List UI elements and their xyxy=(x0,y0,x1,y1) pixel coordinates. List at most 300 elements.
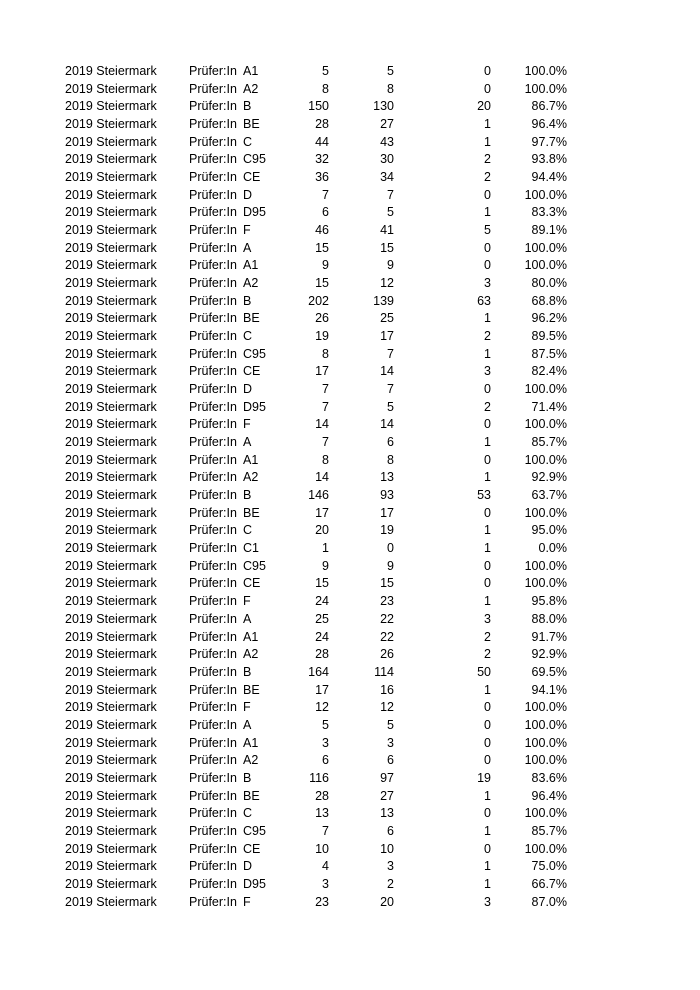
failed-count-cell: 3 xyxy=(484,611,491,626)
examiner-cell: Prüfer:In xyxy=(189,329,237,344)
examiner-cell: Prüfer:In xyxy=(189,717,237,732)
pass-rate-cell: 85.7% xyxy=(531,435,567,450)
pass-rate-cell: 100.0% xyxy=(524,187,567,202)
license-class-cell: C95 xyxy=(243,558,266,573)
year-region-cell: 2019 Steiermark xyxy=(65,329,157,344)
table-row xyxy=(0,81,700,99)
passed-count-cell: 9 xyxy=(387,558,394,573)
license-class-cell: C xyxy=(243,806,253,821)
pass-rate-cell: 83.6% xyxy=(531,770,567,785)
examiner-cell: Prüfer:In xyxy=(189,558,237,573)
examiner-cell: Prüfer:In xyxy=(189,240,237,255)
license-class-cell: CE xyxy=(243,170,261,185)
failed-count-cell: 5 xyxy=(484,223,491,238)
total-count-cell: 8 xyxy=(322,346,329,361)
license-class-cell: D xyxy=(243,382,253,397)
year-region-cell: 2019 Steiermark xyxy=(65,187,157,202)
license-class-cell: A xyxy=(243,717,252,732)
table-row xyxy=(0,169,700,187)
failed-count-cell: 1 xyxy=(484,134,491,149)
failed-count-cell: 53 xyxy=(477,488,491,503)
license-class-cell: A1 xyxy=(243,735,259,750)
year-region-cell: 2019 Steiermark xyxy=(65,134,157,149)
year-region-cell: 2019 Steiermark xyxy=(65,700,157,715)
total-count-cell: 8 xyxy=(322,81,329,96)
examiner-cell: Prüfer:In xyxy=(189,134,237,149)
examiner-cell: Prüfer:In xyxy=(189,576,237,591)
passed-count-cell: 3 xyxy=(387,735,394,750)
pass-rate-cell: 100.0% xyxy=(524,558,567,573)
table-row xyxy=(0,558,700,576)
failed-count-cell: 2 xyxy=(484,647,491,662)
license-class-cell: A1 xyxy=(243,629,259,644)
year-region-cell: 2019 Steiermark xyxy=(65,505,157,520)
examiner-cell: Prüfer:In xyxy=(189,276,237,291)
license-class-cell: F xyxy=(243,894,251,909)
failed-count-cell: 2 xyxy=(484,329,491,344)
table-row xyxy=(0,310,700,328)
failed-count-cell: 1 xyxy=(484,346,491,361)
license-class-cell: C1 xyxy=(243,541,259,556)
table-row xyxy=(0,487,700,505)
pass-rate-cell: 100.0% xyxy=(524,240,567,255)
passed-count-cell: 16 xyxy=(380,682,394,697)
failed-count-cell: 3 xyxy=(484,276,491,291)
total-count-cell: 146 xyxy=(308,488,329,503)
failed-count-cell: 50 xyxy=(477,664,491,679)
passed-count-cell: 5 xyxy=(387,64,394,78)
passed-count-cell: 27 xyxy=(380,788,394,803)
failed-count-cell: 1 xyxy=(484,788,491,803)
pass-rate-cell: 95.0% xyxy=(531,523,567,538)
pass-rate-cell: 0.0% xyxy=(538,541,567,556)
examiner-cell: Prüfer:In xyxy=(189,859,237,874)
total-count-cell: 6 xyxy=(322,205,329,220)
license-class-cell: D xyxy=(243,187,253,202)
examiner-cell: Prüfer:In xyxy=(189,417,237,432)
license-class-cell: BE xyxy=(243,505,260,520)
total-count-cell: 116 xyxy=(309,770,329,785)
total-count-cell: 6 xyxy=(322,753,329,768)
passed-count-cell: 3 xyxy=(387,859,394,874)
license-class-cell: A xyxy=(243,240,252,255)
passed-count-cell: 93 xyxy=(380,488,394,503)
year-region-cell: 2019 Steiermark xyxy=(65,240,157,255)
pass-rate-cell: 68.8% xyxy=(531,293,567,308)
passed-count-cell: 6 xyxy=(387,753,394,768)
total-count-cell: 23 xyxy=(315,894,329,909)
table-row xyxy=(0,328,700,346)
examiner-cell: Prüfer:In xyxy=(189,399,237,414)
year-region-cell: 2019 Steiermark xyxy=(65,223,157,238)
year-region-cell: 2019 Steiermark xyxy=(65,753,157,768)
table-row xyxy=(0,894,700,912)
passed-count-cell: 139 xyxy=(373,293,394,308)
license-class-cell: B xyxy=(243,664,252,679)
total-count-cell: 26 xyxy=(315,311,329,326)
examiner-cell: Prüfer:In xyxy=(189,735,237,750)
passed-count-cell: 25 xyxy=(380,311,394,326)
year-region-cell: 2019 Steiermark xyxy=(65,258,157,273)
license-class-cell: C95 xyxy=(243,346,266,361)
table-row xyxy=(0,858,700,876)
passed-count-cell: 13 xyxy=(380,806,394,821)
license-class-cell: A xyxy=(243,611,252,626)
pass-rate-cell: 100.0% xyxy=(524,576,567,591)
year-region-cell: 2019 Steiermark xyxy=(65,823,157,838)
pass-rate-cell: 71.4% xyxy=(531,399,567,414)
examiner-cell: Prüfer:In xyxy=(189,152,237,167)
pass-rate-cell: 87.0% xyxy=(531,894,567,909)
passed-count-cell: 8 xyxy=(387,452,394,467)
table-row xyxy=(0,646,700,664)
license-class-cell: F xyxy=(243,700,251,715)
total-count-cell: 4 xyxy=(322,859,329,874)
total-count-cell: 28 xyxy=(315,117,329,132)
examiner-cell: Prüfer:In xyxy=(189,258,237,273)
examiner-cell: Prüfer:In xyxy=(189,505,237,520)
passed-count-cell: 0 xyxy=(387,541,394,556)
total-count-cell: 8 xyxy=(322,452,329,467)
table-row xyxy=(0,876,700,894)
failed-count-cell: 2 xyxy=(484,152,491,167)
failed-count-cell: 20 xyxy=(477,99,491,114)
passed-count-cell: 2 xyxy=(387,876,394,891)
table-row xyxy=(0,116,700,134)
examiner-cell: Prüfer:In xyxy=(189,664,237,679)
total-count-cell: 1 xyxy=(322,541,329,556)
year-region-cell: 2019 Steiermark xyxy=(65,488,157,503)
failed-count-cell: 1 xyxy=(484,205,491,220)
year-region-cell: 2019 Steiermark xyxy=(65,682,157,697)
total-count-cell: 9 xyxy=(322,558,329,573)
total-count-cell: 5 xyxy=(322,64,329,78)
table-row xyxy=(0,293,700,311)
table-row xyxy=(0,770,700,788)
table-row xyxy=(0,187,700,205)
total-count-cell: 17 xyxy=(315,364,329,379)
year-region-cell: 2019 Steiermark xyxy=(65,170,157,185)
passed-count-cell: 13 xyxy=(380,470,394,485)
passed-count-cell: 7 xyxy=(387,382,394,397)
table-row xyxy=(0,434,700,452)
pass-rate-cell: 92.9% xyxy=(531,470,567,485)
table-row xyxy=(0,699,700,717)
passed-count-cell: 22 xyxy=(380,611,394,626)
pass-rate-cell: 63.7% xyxy=(531,488,567,503)
pass-rate-cell: 91.7% xyxy=(531,629,567,644)
year-region-cell: 2019 Steiermark xyxy=(65,806,157,821)
pass-rate-cell: 92.9% xyxy=(531,647,567,662)
passed-count-cell: 97 xyxy=(380,770,394,785)
pass-rate-cell: 100.0% xyxy=(524,452,567,467)
license-class-cell: C95 xyxy=(243,152,266,167)
failed-count-cell: 0 xyxy=(484,505,491,520)
table-row xyxy=(0,682,700,700)
total-count-cell: 28 xyxy=(315,788,329,803)
table-row xyxy=(0,399,700,417)
examiner-cell: Prüfer:In xyxy=(189,205,237,220)
license-class-cell: BE xyxy=(243,788,260,803)
pass-rate-cell: 75.0% xyxy=(531,859,567,874)
failed-count-cell: 1 xyxy=(484,541,491,556)
year-region-cell: 2019 Steiermark xyxy=(65,611,157,626)
total-count-cell: 28 xyxy=(315,647,329,662)
license-class-cell: A2 xyxy=(243,81,259,96)
year-region-cell: 2019 Steiermark xyxy=(65,664,157,679)
license-class-cell: B xyxy=(243,293,252,308)
spreadsheet-table xyxy=(0,63,700,911)
year-region-cell: 2019 Steiermark xyxy=(65,894,157,909)
year-region-cell: 2019 Steiermark xyxy=(65,435,157,450)
year-region-cell: 2019 Steiermark xyxy=(65,417,157,432)
total-count-cell: 7 xyxy=(322,435,329,450)
passed-count-cell: 15 xyxy=(380,240,394,255)
table-row xyxy=(0,505,700,523)
table-row xyxy=(0,575,700,593)
license-class-cell: F xyxy=(243,223,251,238)
passed-count-cell: 34 xyxy=(380,170,394,185)
examiner-cell: Prüfer:In xyxy=(189,647,237,662)
table-row xyxy=(0,752,700,770)
examiner-cell: Prüfer:In xyxy=(189,770,237,785)
failed-count-cell: 0 xyxy=(484,806,491,821)
failed-count-cell: 1 xyxy=(484,682,491,697)
year-region-cell: 2019 Steiermark xyxy=(65,81,157,96)
failed-count-cell: 63 xyxy=(477,293,491,308)
passed-count-cell: 15 xyxy=(380,576,394,591)
total-count-cell: 7 xyxy=(322,399,329,414)
license-class-cell: F xyxy=(243,594,251,609)
failed-count-cell: 1 xyxy=(484,823,491,838)
total-count-cell: 12 xyxy=(315,700,329,715)
license-class-cell: A2 xyxy=(243,276,259,291)
passed-count-cell: 5 xyxy=(387,399,394,414)
passed-count-cell: 8 xyxy=(387,81,394,96)
examiner-cell: Prüfer:In xyxy=(189,753,237,768)
examiner-cell: Prüfer:In xyxy=(189,99,237,114)
total-count-cell: 17 xyxy=(315,505,329,520)
total-count-cell: 32 xyxy=(315,152,329,167)
failed-count-cell: 0 xyxy=(484,258,491,273)
passed-count-cell: 7 xyxy=(387,187,394,202)
year-region-cell: 2019 Steiermark xyxy=(65,594,157,609)
examiner-cell: Prüfer:In xyxy=(189,894,237,909)
passed-count-cell: 43 xyxy=(380,134,394,149)
year-region-cell: 2019 Steiermark xyxy=(65,293,157,308)
total-count-cell: 3 xyxy=(322,876,329,891)
total-count-cell: 36 xyxy=(315,170,329,185)
year-region-cell: 2019 Steiermark xyxy=(65,576,157,591)
total-count-cell: 7 xyxy=(322,187,329,202)
passed-count-cell: 17 xyxy=(380,329,394,344)
failed-count-cell: 1 xyxy=(484,859,491,874)
year-region-cell: 2019 Steiermark xyxy=(65,876,157,891)
passed-count-cell: 20 xyxy=(380,894,394,909)
passed-count-cell: 27 xyxy=(380,117,394,132)
total-count-cell: 24 xyxy=(315,629,329,644)
passed-count-cell: 12 xyxy=(380,700,394,715)
pass-rate-cell: 97.7% xyxy=(531,134,567,149)
examiner-cell: Prüfer:In xyxy=(189,81,237,96)
pass-rate-cell: 89.1% xyxy=(531,223,567,238)
pass-rate-cell: 100.0% xyxy=(524,64,567,78)
failed-count-cell: 1 xyxy=(484,594,491,609)
passed-count-cell: 14 xyxy=(380,417,394,432)
pass-rate-cell: 89.5% xyxy=(531,329,567,344)
passed-count-cell: 7 xyxy=(387,346,394,361)
total-count-cell: 5 xyxy=(322,717,329,732)
pass-rate-cell: 100.0% xyxy=(524,717,567,732)
failed-count-cell: 2 xyxy=(484,629,491,644)
pass-rate-cell: 86.7% xyxy=(531,99,567,114)
passed-count-cell: 26 xyxy=(380,647,394,662)
failed-count-cell: 19 xyxy=(477,770,491,785)
table-row xyxy=(0,735,700,753)
year-region-cell: 2019 Steiermark xyxy=(65,382,157,397)
examiner-cell: Prüfer:In xyxy=(189,594,237,609)
table-row xyxy=(0,134,700,152)
examiner-cell: Prüfer:In xyxy=(189,223,237,238)
total-count-cell: 7 xyxy=(322,382,329,397)
failed-count-cell: 0 xyxy=(484,841,491,856)
passed-count-cell: 41 xyxy=(380,223,394,238)
pass-rate-cell: 100.0% xyxy=(524,382,567,397)
total-count-cell: 164 xyxy=(308,664,329,679)
year-region-cell: 2019 Steiermark xyxy=(65,770,157,785)
examiner-cell: Prüfer:In xyxy=(189,435,237,450)
license-class-cell: B xyxy=(243,99,252,114)
pass-rate-cell: 100.0% xyxy=(524,505,567,520)
total-count-cell: 20 xyxy=(315,523,329,538)
license-class-cell: A xyxy=(243,435,252,450)
passed-count-cell: 19 xyxy=(380,523,394,538)
examiner-cell: Prüfer:In xyxy=(189,346,237,361)
total-count-cell: 46 xyxy=(315,223,329,238)
total-count-cell: 14 xyxy=(315,417,329,432)
passed-count-cell: 30 xyxy=(380,152,394,167)
failed-count-cell: 0 xyxy=(484,187,491,202)
pass-rate-cell: 96.4% xyxy=(531,788,567,803)
examiner-cell: Prüfer:In xyxy=(189,293,237,308)
pass-rate-cell: 95.8% xyxy=(531,594,567,609)
examiner-cell: Prüfer:In xyxy=(189,876,237,891)
total-count-cell: 14 xyxy=(315,470,329,485)
examiner-cell: Prüfer:In xyxy=(189,700,237,715)
failed-count-cell: 0 xyxy=(484,64,491,78)
failed-count-cell: 3 xyxy=(484,364,491,379)
failed-count-cell: 1 xyxy=(484,311,491,326)
license-class-cell: D95 xyxy=(243,205,266,220)
examiner-cell: Prüfer:In xyxy=(189,541,237,556)
year-region-cell: 2019 Steiermark xyxy=(65,470,157,485)
table-row xyxy=(0,381,700,399)
license-class-cell: C xyxy=(243,134,253,149)
pass-rate-cell: 100.0% xyxy=(524,700,567,715)
year-region-cell: 2019 Steiermark xyxy=(65,717,157,732)
failed-count-cell: 0 xyxy=(484,558,491,573)
license-class-cell: D95 xyxy=(243,399,266,414)
failed-count-cell: 0 xyxy=(484,417,491,432)
passed-count-cell: 9 xyxy=(387,258,394,273)
total-count-cell: 24 xyxy=(315,594,329,609)
table-row xyxy=(0,222,700,240)
license-class-cell: CE xyxy=(243,364,261,379)
license-class-cell: C95 xyxy=(243,823,266,838)
table-row xyxy=(0,452,700,470)
examiner-cell: Prüfer:In xyxy=(189,488,237,503)
license-class-cell: A2 xyxy=(243,647,259,662)
passed-count-cell: 23 xyxy=(380,594,394,609)
table-row xyxy=(0,540,700,558)
license-class-cell: A1 xyxy=(243,258,259,273)
pass-rate-cell: 94.4% xyxy=(531,170,567,185)
license-class-cell: D xyxy=(243,859,253,874)
examiner-cell: Prüfer:In xyxy=(189,788,237,803)
pass-rate-cell: 100.0% xyxy=(524,735,567,750)
year-region-cell: 2019 Steiermark xyxy=(65,364,157,379)
table-row xyxy=(0,629,700,647)
passed-count-cell: 6 xyxy=(387,435,394,450)
examiner-cell: Prüfer:In xyxy=(189,311,237,326)
failed-count-cell: 2 xyxy=(484,170,491,185)
year-region-cell: 2019 Steiermark xyxy=(65,523,157,538)
examiner-cell: Prüfer:In xyxy=(189,470,237,485)
license-class-cell: A2 xyxy=(243,753,259,768)
failed-count-cell: 3 xyxy=(484,894,491,909)
year-region-cell: 2019 Steiermark xyxy=(65,859,157,874)
examiner-cell: Prüfer:In xyxy=(189,170,237,185)
failed-count-cell: 0 xyxy=(484,753,491,768)
failed-count-cell: 0 xyxy=(484,717,491,732)
year-region-cell: 2019 Steiermark xyxy=(65,152,157,167)
table-row xyxy=(0,98,700,116)
year-region-cell: 2019 Steiermark xyxy=(65,735,157,750)
pass-rate-cell: 100.0% xyxy=(524,417,567,432)
pass-rate-cell: 66.7% xyxy=(531,876,567,891)
license-class-cell: B xyxy=(243,770,252,785)
total-count-cell: 13 xyxy=(315,806,329,821)
pass-rate-cell: 96.4% xyxy=(531,117,567,132)
license-class-cell: A1 xyxy=(243,452,259,467)
passed-count-cell: 14 xyxy=(380,364,394,379)
passed-count-cell: 5 xyxy=(387,717,394,732)
total-count-cell: 9 xyxy=(322,258,329,273)
examiner-cell: Prüfer:In xyxy=(189,364,237,379)
pass-rate-cell: 93.8% xyxy=(531,152,567,167)
pass-rate-cell: 83.3% xyxy=(531,205,567,220)
failed-count-cell: 0 xyxy=(484,452,491,467)
total-count-cell: 3 xyxy=(322,735,329,750)
total-count-cell: 19 xyxy=(315,329,329,344)
failed-count-cell: 2 xyxy=(484,399,491,414)
examiner-cell: Prüfer:In xyxy=(189,806,237,821)
failed-count-cell: 1 xyxy=(484,435,491,450)
pass-rate-cell: 69.5% xyxy=(531,664,567,679)
pass-rate-cell: 88.0% xyxy=(531,611,567,626)
passed-count-cell: 17 xyxy=(380,505,394,520)
table-row xyxy=(0,788,700,806)
examiner-cell: Prüfer:In xyxy=(189,117,237,132)
table-row xyxy=(0,363,700,381)
table-row xyxy=(0,204,700,222)
year-region-cell: 2019 Steiermark xyxy=(65,205,157,220)
failed-count-cell: 1 xyxy=(484,876,491,891)
license-class-cell: BE xyxy=(243,682,260,697)
license-class-cell: F xyxy=(243,417,251,432)
pass-rate-cell: 100.0% xyxy=(524,753,567,768)
table-row xyxy=(0,522,700,540)
